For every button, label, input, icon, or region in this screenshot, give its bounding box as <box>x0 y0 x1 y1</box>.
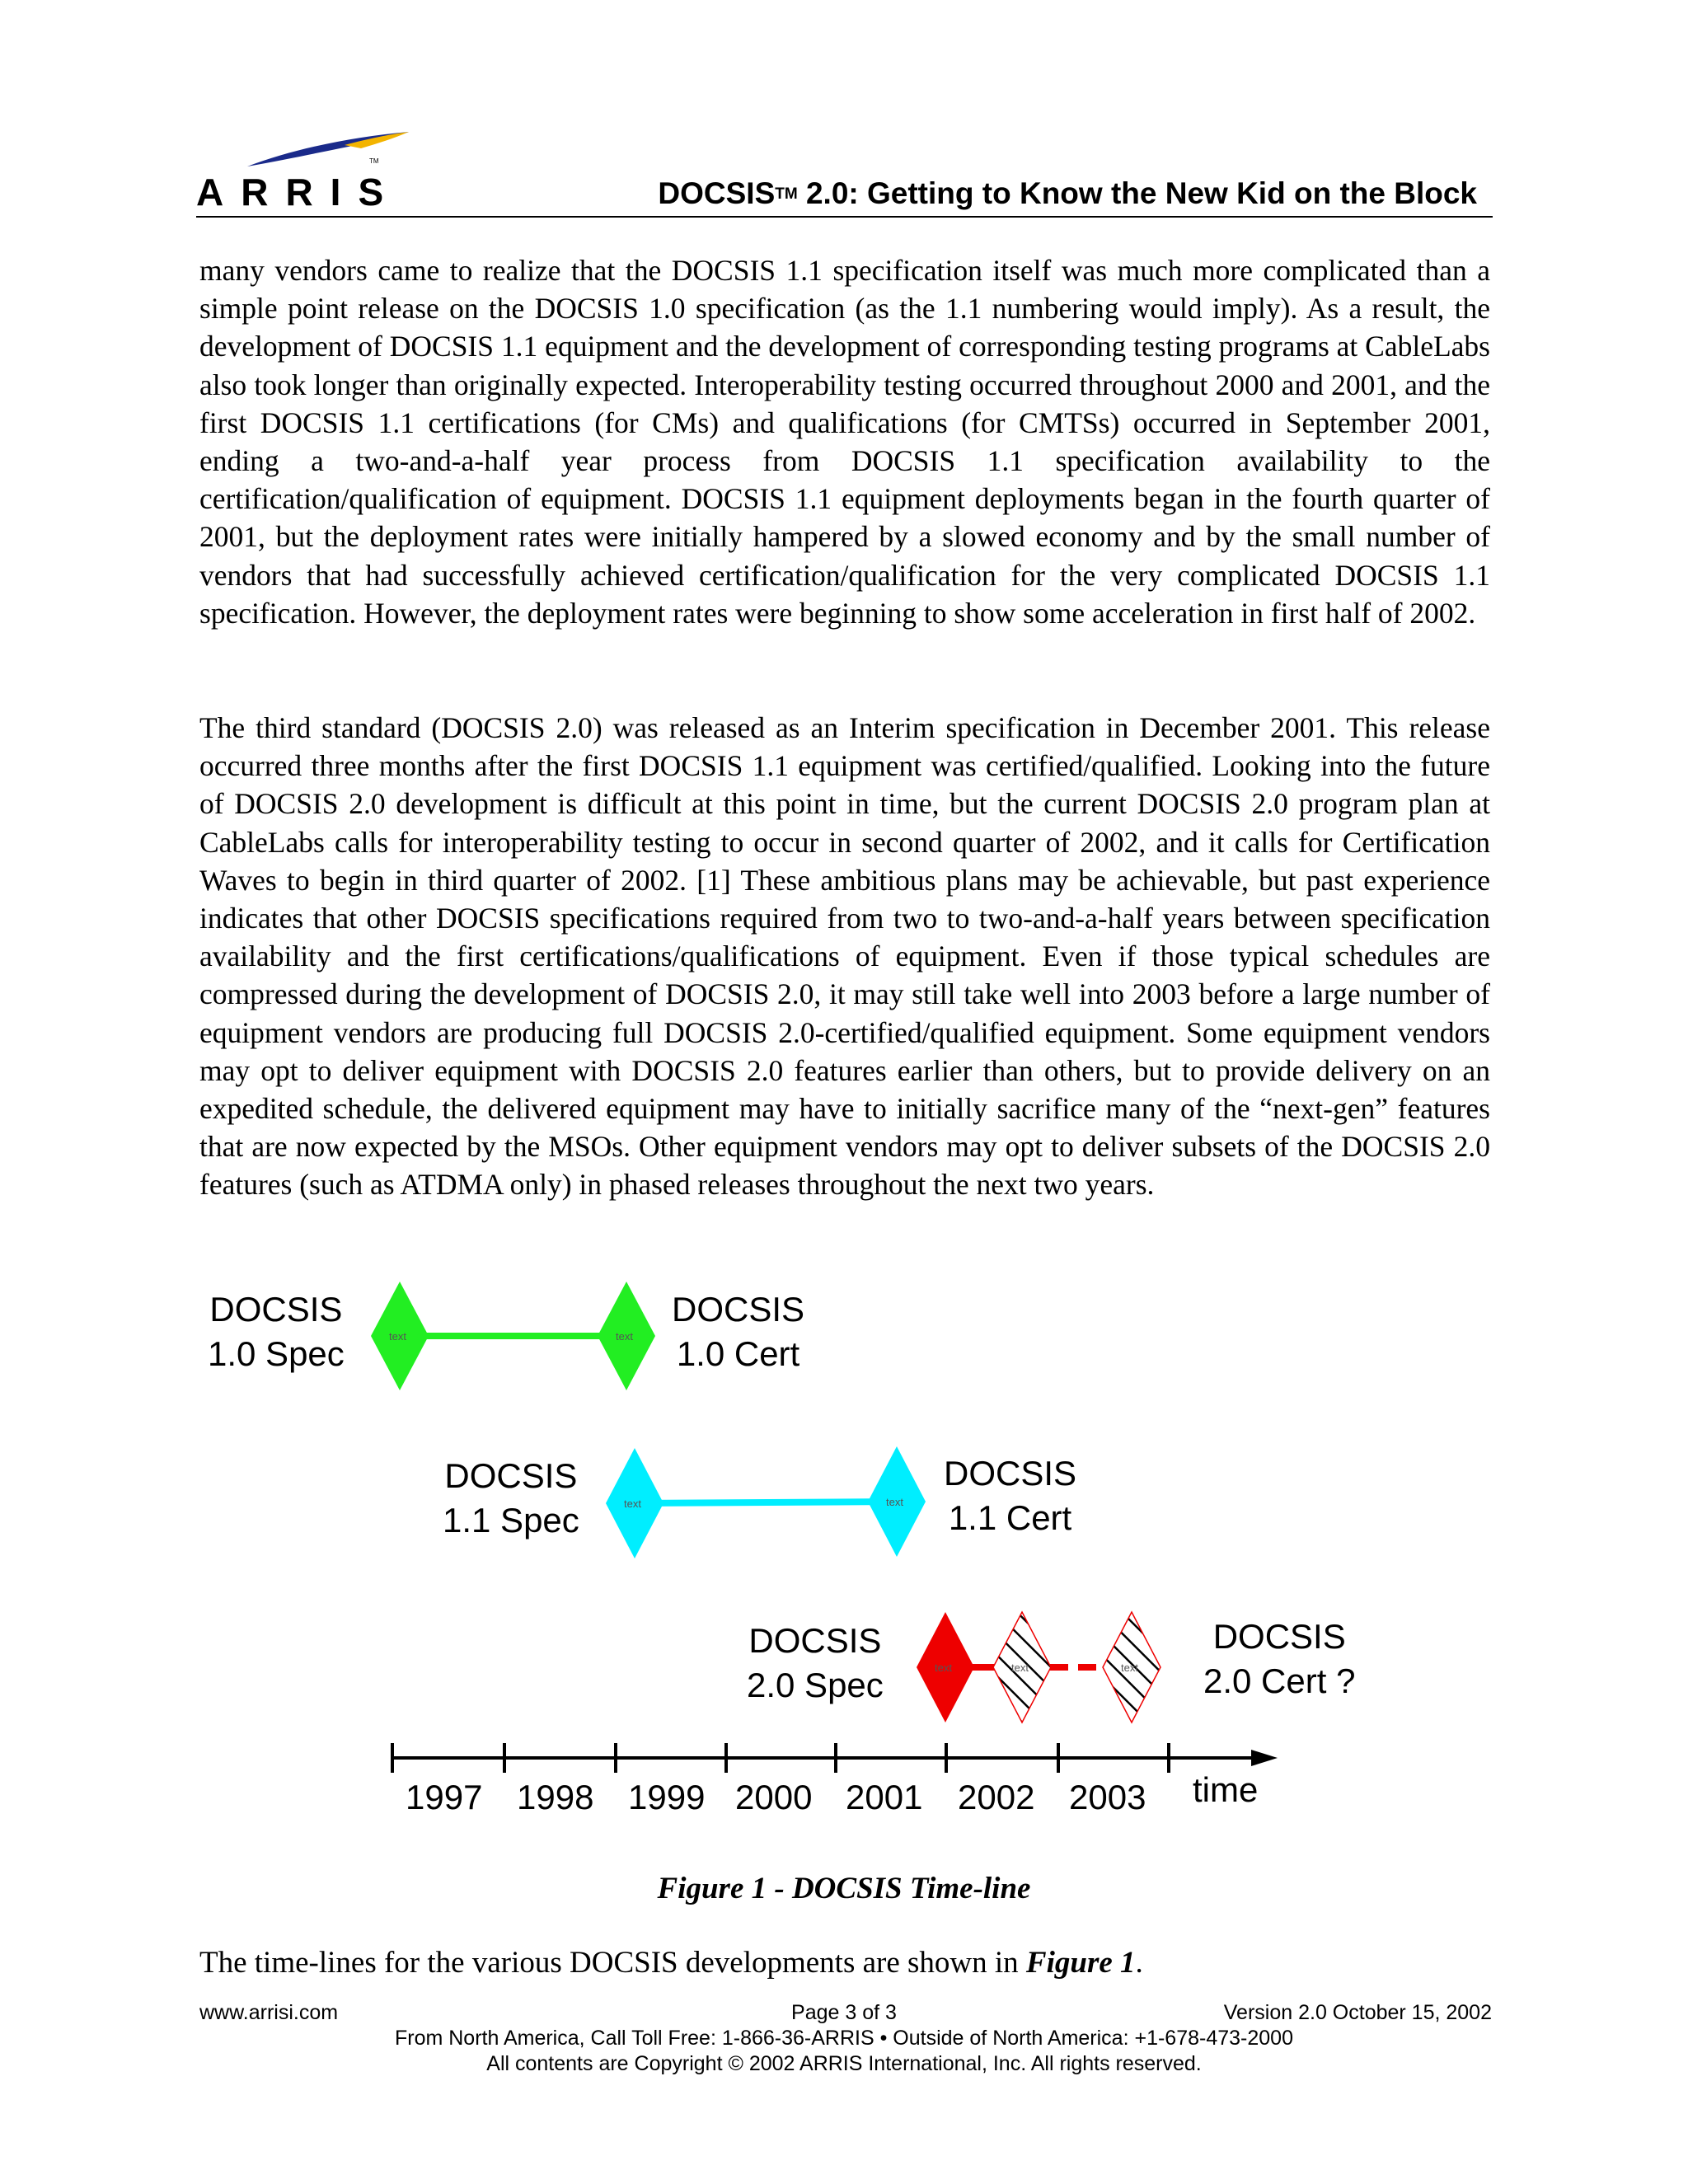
year-label-1999: 1999 <box>628 1778 706 1816</box>
year-label-2000: 2000 <box>735 1778 813 1816</box>
marker-text: text <box>616 1330 633 1343</box>
marker-text: text <box>1011 1661 1029 1674</box>
label-docsis-1-1-cert: DOCSIS 1.1 Cert <box>944 1454 1077 1537</box>
docsis-1-1-bar <box>635 1502 897 1503</box>
paragraph-3: The time-lines for the various DOCSIS developments are shown in Figure 1. <box>199 1946 1143 1980</box>
figure-caption: Figure 1 - DOCSIS Time-line <box>657 1872 1031 1905</box>
header-divider <box>196 216 1493 218</box>
paragraph-2: The third standard (DOCSIS 2.0) was released as an Interim specification in December 2001. This release occurred three months after the first DOCSIS 1.1 equipment was certified/qualified. Looking into the future of DOCSIS 2.0 development is difficult at this point in time, but the current DOCSIS 2.0 program plan at CableLabs calls for interoperability testing to occur in second quarter of 2002, and it calls for Certification Waves to begin in third quarter of 2002. [1] These ambitious plans may be achievable, but past experience indicates that other DOCSIS specifications required from two to two-and-a-half years between specification availability and the first certifications/qualifications of equipment. Even if those typical schedules are compressed during the development of DOCSIS 2.0, it may still take well into 2003 before a large number of equipment vendors are producing full DOCSIS 2.0-certified/qualified equipment. Some equipment vendors may opt to deliver equipment with DOCSIS 2.0 features earlier than others, but to provide delivery on an expedited schedule, the delivered equipment may have to initially sacrifice many of the “next-gen” features that are now expected by the MSOs. Other equipment vendors may opt to deliver subsets of the DOCSIS 2.0 features (such as ATDMA only) in phased releases throughout the next two years. <box>199 711 1490 1202</box>
marker-text: text <box>389 1330 406 1343</box>
year-label-2003: 2003 <box>1069 1778 1146 1816</box>
label-docsis-1-1-spec: DOCSIS 1.1 Spec <box>443 1456 579 1540</box>
trademark-mark: TM <box>775 185 798 203</box>
footer-website: www.arrisi.com <box>199 2001 339 2024</box>
footer-contact: From North America, Call Toll Free: 1-866-36-ARRIS • Outside of North America: +1-678-473-2000 <box>394 2027 1293 2050</box>
year-label-1998: 1998 <box>517 1778 594 1816</box>
label-docsis-1-0-spec: DOCSIS 1.0 Spec <box>208 1290 345 1373</box>
logo-text: ARRIS <box>196 171 401 213</box>
year-label-1997: 1997 <box>406 1778 483 1816</box>
footer-copyright: All contents are Copyright © 2002 ARRIS International, Inc. All rights reserved. <box>486 2052 1202 2075</box>
figure-reference: Figure 1 <box>1025 1946 1136 1980</box>
axis-end-label: time <box>1193 1770 1259 1809</box>
marker-text: text <box>886 1496 903 1508</box>
label-docsis-2-0-spec: DOCSIS 2.0 Spec <box>747 1621 884 1704</box>
year-label-2002: 2002 <box>958 1778 1035 1816</box>
label-docsis-1-0-cert: DOCSIS 1.0 Cert <box>672 1290 805 1373</box>
time-axis-arrowhead <box>1251 1750 1278 1766</box>
arris-logo <box>196 130 419 213</box>
document-title: DOCSIS™ 2.0: Getting to Know the New Kid on the Block <box>658 176 1477 210</box>
docsis-timeline-figure <box>165 1265 1401 1842</box>
marker-text: text <box>935 1661 952 1674</box>
marker-text: text <box>1121 1661 1138 1674</box>
footer-version: Version 2.0 October 15, 2002 <box>1223 2001 1492 2024</box>
label-docsis-2-0-cert: DOCSIS 2.0 Cert ? <box>1203 1617 1356 1700</box>
paragraph-1: many vendors came to realize that the DOCSIS 1.1 specification itself was much more complicated than a simple point release on the DOCSIS 1.0 specification (as the 1.1 numbering would imply). As a result, the development of DOCSIS 1.1 equipment and the development of corresponding testing programs at CableLabs also took longer than originally expected. Interoperability testing occurred throughout 2000 and 2001, and the first DOCSIS 1.1 certifications (for CMs) and qualifications (for CMTSs) occurred in September 2001, ending a two-and-a-half year process from DOCSIS 1.1 specification availability to the certification/qualification of equipment. DOCSIS 1.1 equipment deployments began in the fourth quarter of 2001, but the deployment rates were initially hampered by a slowed economy and by the small number of vendors that had successfully achieved certification/qualification for the very complicated DOCSIS 1.1 specification. However, the deployment rates were beginning to show some acceleration in first half of 2002. <box>199 254 1490 630</box>
svg-text:TM: TM <box>369 157 379 165</box>
year-label-2001: 2001 <box>846 1778 923 1816</box>
logo-swoosh-icon <box>246 130 410 171</box>
marker-text: text <box>624 1497 641 1510</box>
footer-page-number: Page 3 of 3 <box>791 2001 897 2024</box>
